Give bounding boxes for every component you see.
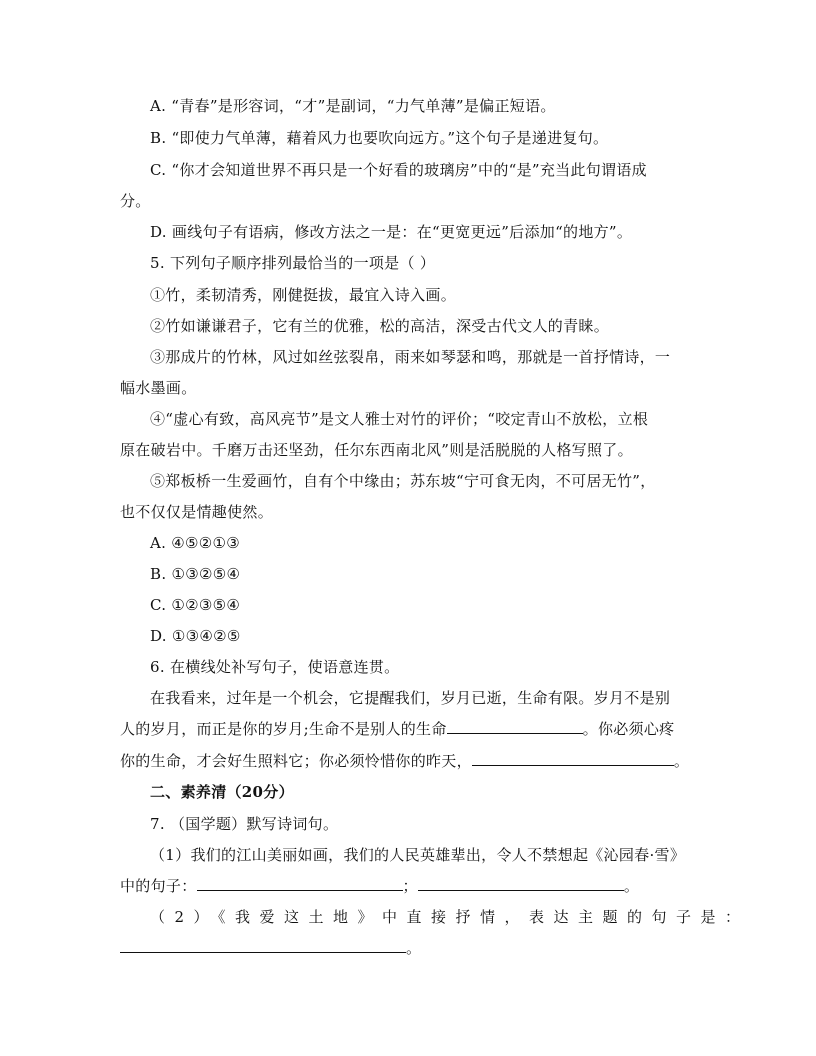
q5-sentence-4-line2: 原在破岩中。千磨万击还坚劲，任尔东西南北风”则是活脱脱的人格写照了。 (120, 441, 633, 459)
q6-text-segment: 。 (673, 752, 690, 770)
q4-option-c-line2: 分。 (120, 192, 151, 210)
q7-stem: 7. （国学题）默写诗词句。 (150, 815, 339, 833)
q7-sub2-line1: （2）《我爱这土地》中直接抒情，表达主题的句子是： (150, 908, 750, 926)
q6-text-segment: 。你必须心疼 (582, 720, 675, 738)
q5-sentence-2: ②竹如谦谦君子，它有兰的优雅，松的高洁，深受古代文人的青睐。 (150, 317, 610, 335)
q7-text-segment: ； (402, 877, 418, 895)
q7-answer-blank-3[interactable] (120, 938, 406, 953)
q5-option-a: A. ④⑤②①③ (150, 534, 241, 552)
q6-text-segment: 你的生命，才会好生照料它；你必须怜惜你的昨天， (120, 752, 472, 770)
q7-text-segment: 。 (406, 939, 422, 957)
q6-paragraph-line3 (120, 751, 700, 771)
q7-text-segment: 。 (623, 877, 640, 895)
q5-sentence-5-line2: 也不仅仅是情趣使然。 (120, 503, 274, 521)
q6-stem: 6. 在横线处补写句子，使语意连贯。 (150, 658, 400, 676)
section-heading: 二、素养清（20分） (150, 783, 294, 801)
q5-sentence-3-line2: 幅水墨画。 (120, 379, 197, 397)
q7-text-segment: 中的句子： (120, 877, 197, 895)
q5-stem: 5. 下列句子顺序排列最恰当的一项是（ ） (150, 254, 436, 272)
q7-sub1-line1: （1）我们的江山美丽如画，我们的人民英雄辈出，令人不禁想起《沁园春·雪》 (150, 846, 686, 864)
q6-answer-blank-1[interactable] (447, 719, 583, 734)
q7-answer-blank-1[interactable] (197, 876, 403, 891)
q5-sentence-5-line1: ⑤郑板桥一生爱画竹，自有个中缘由；苏东坡“宁可食无肉，不可居无竹”， (150, 472, 656, 490)
q6-paragraph-line1: 在我看来，过年是一个机会，它提醒我们，岁月已逝，生命有限。岁月不是别 (150, 689, 671, 707)
q4-option-a: A. “青春”是形容词，“才”是副词，“力气单薄”是偏正短语。 (150, 97, 556, 115)
q7-answer-blank-2[interactable] (418, 876, 624, 891)
q4-option-b: B. “即使力气单薄，藉着风力也要吹向远方。”这个句子是递进复句。 (150, 129, 609, 147)
q6-answer-blank-2[interactable] (472, 751, 674, 766)
q5-sentence-3-line1: ③那成片的竹林，风过如丝弦裂帛，雨来如琴瑟和鸣，那就是一首抒情诗，一 (150, 348, 671, 366)
q5-option-b: B. ①③②⑤④ (150, 565, 241, 583)
q6-text-segment: 人的岁月，而正是你的岁月;生命不是别人的生命 (120, 720, 447, 738)
q7-sub2-line2 (120, 938, 700, 958)
q5-option-c: C. ①②③⑤④ (150, 596, 241, 614)
q6-paragraph-line2 (120, 719, 700, 739)
q5-sentence-4-line1: ④“虚心有致，高风亮节”是文人雅士对竹的评价；“咬定青山不放松，立根 (150, 410, 649, 428)
q5-option-d: D. ①③④②⑤ (150, 627, 241, 645)
q4-option-c-line1: C. “你才会知道世界不再只是一个好看的玻璃房”中的“是”充当此句谓语成 (150, 161, 647, 179)
q4-option-d: D. 画线句子有语病，修改方法之一是：在“更宽更远”后添加“的地方”。 (150, 223, 633, 241)
q7-sub1-line2 (120, 876, 700, 896)
q5-sentence-1: ①竹，柔韧清秀，刚健挺拔，最宜入诗入画。 (150, 286, 457, 304)
